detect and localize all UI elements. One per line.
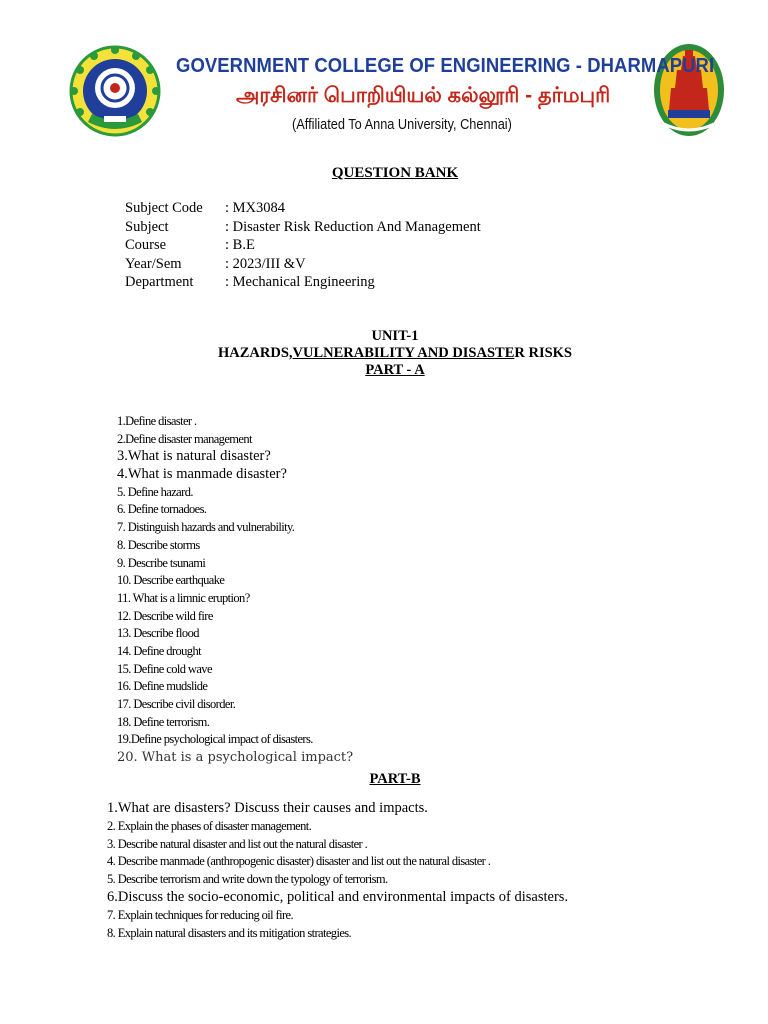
question-item: 15. Define cold wave bbox=[117, 661, 212, 676]
meta-row bbox=[125, 273, 481, 292]
question-item: 19.Define psychological impact of disasters. bbox=[117, 732, 313, 747]
meta-key: Subject bbox=[125, 218, 169, 235]
question-item: 6.Discuss the socio-economic, political and environmental impacts of disasters. bbox=[107, 888, 569, 905]
meta-row bbox=[125, 218, 481, 237]
document-title: QUESTION BANK bbox=[331, 165, 459, 181]
question-item: 1.What are disasters? Discuss their causes and impacts. bbox=[107, 800, 428, 816]
meta-value: : B.E bbox=[225, 237, 255, 253]
unit-title-part: HAZARDS, bbox=[217, 345, 293, 361]
part-b-heading: PART-B bbox=[369, 771, 421, 787]
college-emblem-logo bbox=[68, 44, 162, 138]
question-item: 11. What is a limnic eruption? bbox=[117, 590, 250, 605]
question-item: 18. Define terrorism. bbox=[117, 714, 210, 729]
question-item: 16. Define mudslide bbox=[117, 679, 208, 694]
question-item: 4.What is manmade disaster? bbox=[117, 466, 287, 483]
meta-row bbox=[125, 255, 481, 274]
question-item: 8. Describe storms bbox=[117, 537, 200, 552]
part-b-question-list bbox=[107, 800, 568, 942]
question-item: 17. Describe civil disorder. bbox=[117, 697, 236, 711]
meta-key: Course bbox=[125, 237, 167, 253]
question-item: 6. Define tornadoes. bbox=[117, 502, 207, 517]
question-item: 5. Define hazard. bbox=[117, 484, 193, 499]
part-a-heading: PART - A bbox=[365, 362, 425, 378]
unit-title-part: R RISKS bbox=[514, 345, 572, 361]
unit-title bbox=[0, 345, 768, 362]
subject-meta bbox=[125, 199, 481, 292]
question-item: 9. Describe tsunami bbox=[117, 555, 206, 570]
question-item: 10. Describe earthquake bbox=[117, 573, 225, 588]
meta-value: : MX3084 bbox=[225, 200, 286, 216]
question-item: 3.What is natural disaster? bbox=[117, 448, 271, 465]
question-item: 7. Distinguish hazards and vulnerability. bbox=[117, 520, 295, 535]
part-a-question-list bbox=[117, 413, 353, 767]
question-item: 20. What is a psychological impact? bbox=[117, 750, 354, 766]
unit-title-part-underlined: VULNERABILITY AND DISASTE bbox=[292, 345, 515, 361]
meta-key: Department bbox=[125, 274, 194, 290]
question-item: 3. Describe natural disaster and list out the natural disaster . bbox=[107, 836, 368, 851]
meta-key: Subject Code bbox=[125, 200, 203, 216]
unit-label: UNIT-1 bbox=[371, 328, 419, 344]
meta-value: : Disaster Risk Reduction And Management bbox=[225, 218, 481, 235]
affiliation-text: (Affiliated To Anna University, Chennai) bbox=[292, 117, 512, 133]
question-item: 4. Describe manmade (anthropogenic disaster) disaster and list out the natural disaster . bbox=[107, 854, 491, 869]
question-item: 13. Describe flood bbox=[117, 626, 199, 641]
question-item: 5. Describe terrorism and write down the typology of terrorism. bbox=[107, 872, 388, 887]
meta-key: Year/Sem bbox=[125, 255, 182, 272]
question-item: 1.Define disaster . bbox=[117, 414, 197, 428]
meta-row bbox=[125, 236, 481, 255]
meta-value: : Mechanical Engineering bbox=[225, 274, 375, 290]
college-name-english: GOVERNMENT COLLEGE OF ENGINEERING - DHARMAPURI bbox=[176, 54, 715, 77]
meta-value: : 2023/III &V bbox=[225, 255, 306, 272]
question-item: 2.Define disaster management bbox=[117, 431, 252, 446]
question-item: 2. Explain the phases of disaster management. bbox=[107, 818, 312, 833]
question-item: 12. Describe wild fire bbox=[117, 608, 213, 623]
meta-row bbox=[125, 199, 481, 218]
question-item: 14. Define drought bbox=[117, 643, 201, 658]
college-name-tamil: அரசினர் பொறியியல் கல்லூரி - தர்மபுரி bbox=[236, 84, 611, 107]
question-item: 8. Explain natural disasters and its mitigation strategies. bbox=[107, 925, 352, 940]
question-item: 7. Explain techniques for reducing oil fire. bbox=[107, 907, 294, 922]
